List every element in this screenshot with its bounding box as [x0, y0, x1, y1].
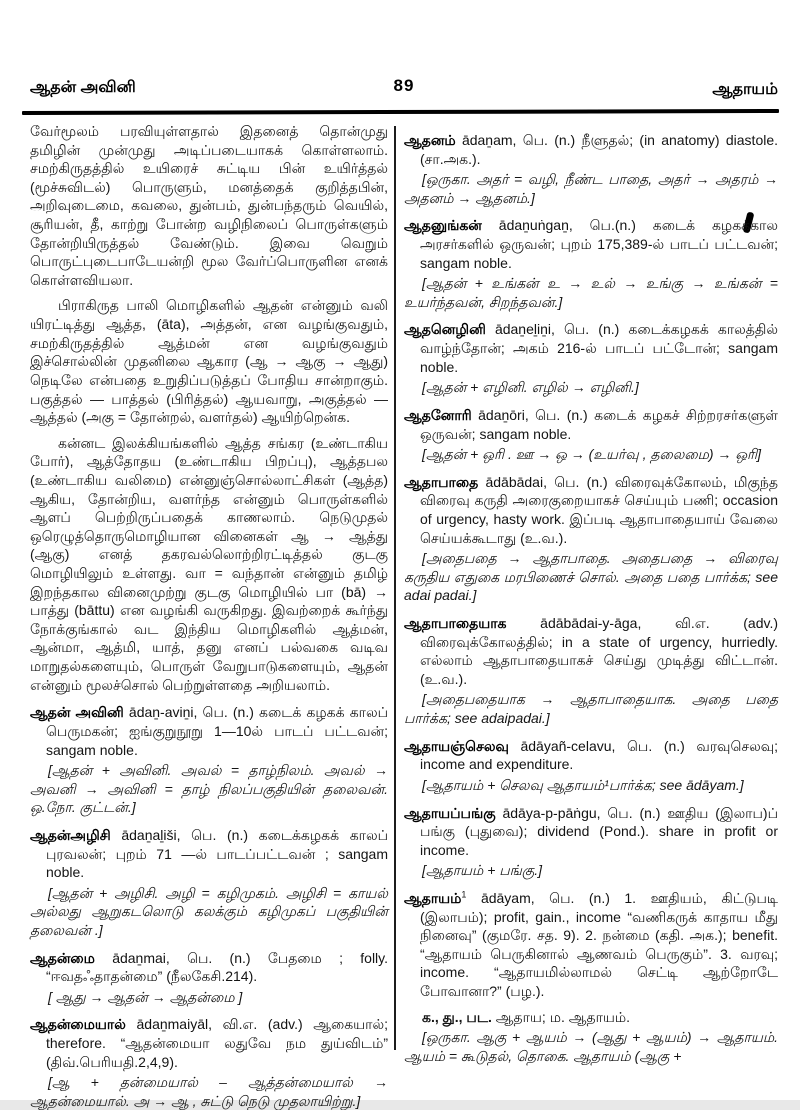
entry-transliteration: ādāyañ-celavu,	[520, 737, 616, 754]
entry-definition: வி.எ. (adv.) ஆகையால்; therefore. “ஆதன்மையா லதுவே நம துய்விடம்” (திவ்.பெரியதி.2,4,9).	[46, 1016, 389, 1070]
entry-definition: பெ. (n.) கடைக்கழகக் காலப் புரவலன்; புறம் 71 —ல் பாடப்பட்டவன் ; sangam noble.	[46, 826, 389, 881]
entry-transliteration: ādāya-p-pāṅgu,	[502, 804, 601, 821]
prose-paragraph: கன்னட இலக்கியங்களில் ஆத்த சங்கர (உண்டாகிய போர்), ஆத்தோதய (உண்டாகிய பிறப்பு), ஆத்தபல (உண்டாகிய வலிமை) என்னுஞ்சொல்லாட்சிகள் (ஆத்த) ஆகிய, தோன்றிய, வளர்ந்த என்னும் பொருள்களில் ஆளப் பெற்றிருப்பதைக் காணலாம். நெடுமுதல் ஒரெழுத்தொருமொழியான வினைகள் ஆ → ஆத்து (ஆகு) எனத் தகரவல்லொற்றிரட்டித்தல் குடகு மொழியிலும் உள்ளது. வா = வந்தான் என்னும் தமிழ் இறந்தகால வினைமுற்று குடகு மொழியில் பா (bā) → பாத்து (bāttu) என வழங்கி வருகிறது. இவற்றைக் கூர்ந்து நோக்குங்கால் வட இந்திய மொழிகளில் ஆத்மன், ஆன்மா, ஆத்மி, யாத், தனு எனப் பல்வகை வடிவ மாறுதல்களையும், பொருள் வேறுபாடுகளையும், ஆதன் என்னும் மூலச்சொல் பெற்றுள்ளதை அறியலாம்.	[30, 434, 388, 693]
entry-etymology: [ஆதாயம் + செலவு ஆதாயம்¹பார்க்க; see ādāyam.]	[422, 776, 744, 793]
dictionary-entry	[404, 406, 778, 443]
entry-etymology: [ ஆது → ஆதன் → ஆதன்மை ]	[48, 988, 243, 1005]
dictionary-entry	[404, 804, 778, 860]
dictionary-entry	[404, 320, 778, 376]
entry-headword: ஆதனோரி	[404, 406, 472, 423]
entry-definition: பெ. (n.) பேதமை ; folly. “ஈவதஃதாதன்மை” (நீலகேசி.214).	[46, 949, 389, 985]
entry-headword: ஆதாயஞ்செலவு	[404, 737, 509, 754]
dictionary-entry	[404, 131, 778, 168]
entry-definition: பெ.(n.) கடைக் கழகக்கால அரசர்களில் ஒருவன்; புறம் 175,389-ல் பாடப் பட்டவன்; sangam noble.	[420, 217, 778, 271]
running-head-right-word: ஆதாயம்	[712, 81, 778, 98]
entry-headword: ஆதன்அழிசி	[30, 826, 111, 843]
page-number: 89	[393, 76, 415, 95]
entry-cognates-note	[404, 1008, 778, 1027]
right-column	[404, 122, 778, 1062]
entry-definition: பெ. (n.) கடைக் கழகச் சிற்றரசர்களுள் ஒருவன்; sangam noble.	[420, 406, 779, 442]
entry-definition: பெ. (n.) வரவுசெலவு; income and expenditure.	[420, 737, 779, 773]
entry-transliteration: ādaṉmai,	[112, 949, 170, 966]
entry-definition: பெ. (n.) நீளுதல்; (in anatomy) diastole. (சா.அக.).	[420, 132, 779, 167]
cognate-languages: க., து., பட.	[422, 1008, 492, 1025]
entry-etymology: [ஆதாயம் + பங்கு.]	[422, 862, 543, 879]
entry-transliteration: ādaṉ-aviṉi,	[128, 704, 198, 721]
running-head-left-word: ஆதன் அவினி	[30, 79, 136, 96]
entry-etymology: [அதைபதை → ஆதாபாதை. அதைபதை → விரைவு கருதிய எதுகை மரபிணைச் சொல். அதை பதை பார்க்க; see adai padai.]	[404, 550, 778, 604]
dictionary-entry	[30, 703, 388, 759]
dictionary-entry	[404, 216, 778, 272]
entry-transliteration: ādaṉmaiyāl,	[136, 1016, 212, 1033]
entry-headword: ஆதன் அவினி	[30, 704, 124, 721]
entry-definition: பெ. (n.) கடைக் கழகக் காலப் பெருமகன்; ஐங்குறுநூறு 1—10ல் பாடப் பட்டவன்; sangam noble.	[46, 704, 389, 758]
running-head	[30, 76, 778, 100]
entry-transliteration: ādaṉuṅgaṉ,	[498, 217, 573, 234]
entry-transliteration: ādābādai,	[485, 473, 547, 490]
entry-transliteration: ādaṉam,	[461, 132, 517, 148]
header-rule	[22, 109, 779, 115]
dictionary-entry	[404, 473, 778, 547]
dictionary-entry	[404, 737, 778, 774]
column-divider	[394, 126, 396, 1050]
prose-paragraph: வேர்மூலம் பரவியுள்ளதால் இதனைத் தொன்முது தமிழின் முன்முது அடிப்படையாகக் கொள்ளலாம். சமற்கிருதத்தில் உயிரைச் சுட்டிய பின் உயிர்த்தல் (மூச்சுவிடல்) பொருளும், மனத்தைக் குறித்தபின், அறிவுடைமை, கவலை, துன்பம், துன்பந்தரும் வெயில், சூரியன், தீ, காற்று போன்ற வழிநிலைப் பொருள்களும் தோன்றியிருத்தல் வேண்டும். இவை வெறும் பொருட்புடைபாடேயன்றி மூல வேர்ப்பொருளின எனக் கொள்ளவியலா.	[30, 123, 388, 288]
entry-headword: ஆதாபாதையாக	[404, 615, 507, 632]
prose-paragraph: பிராகிருத பாலி மொழிகளில் ஆதன் என்னும் வலி யிரட்டித்து ஆத்த, (āta), அத்தன், என வழங்குவதும், சமற்கிருதத்தில் ஆத்மன் என வழங்குவதும் இச்சொல்லின் முதனிலை ஆகார (ஆ → ஆகு → ஆது) நெடிலே என்பதை உறுதிப்படுத்தப் போதிய சான்றாகும். பகுத்தல் — பாத்தல் (பிரித்தல்) ஆயவாறு, அகுத்தல் — ஆத்தல் (அகு = தோன்றல், வளர்தல்) ஆயிற்றென்க.	[30, 297, 388, 426]
entry-etymology: [அதைபதையாக → ஆதாபாதையாக. அதை பதை பார்க்க; see adaipadai.]	[404, 691, 778, 727]
entry-transliteration: ādaṉaḻiši,	[121, 826, 181, 843]
entry-headword: ஆதன்மை	[30, 949, 95, 966]
dictionary-entry	[404, 889, 778, 1001]
entry-headword: ஆதாயம்	[404, 889, 462, 906]
left-column	[30, 122, 389, 1109]
entry-homograph-number: 1	[461, 889, 467, 900]
entry-definition: பெ. (n.) கடைக்கழகக் காலத்தில் வாழ்ந்தோன்; அகம் 216-ல் பாடப் பட்டோன்; sangam noble.	[420, 321, 779, 375]
entry-definition: பெ. (n.) விரைவுக்கோலம், மிகுந்த விரைவு கருதி அரைகுறையாகச் செய்யும் பணி; occasion of urgency, hasty work. இப்படி ஆதாபாதையாய் வேலை செய்யக்கூடாது (உ.வ.).	[420, 473, 779, 546]
entry-transliteration: ādābādai-y-āga,	[540, 615, 642, 632]
entry-headword: ஆதாயப்பங்கு	[404, 804, 496, 821]
dictionary-entry	[30, 826, 388, 882]
entry-etymology: [ஆதன் + அவினி. அவல் = தாழ்நிலம். அவல் → அவனி → அவினி = தாழ் நிலப்பகுதியின் தலைவன். ஒ.நோ. குட்டன்.]	[30, 762, 388, 816]
entry-definition: வி.எ. (adv.) விரைவுக்கோலத்தில்; in a state of urgency, hurriedly. எல்லாம் ஆதாபாதையாகச் செய்து முடித்து விட்டான். (உ.வ.).	[420, 615, 778, 687]
entry-headword: ஆதனெழினி	[404, 321, 486, 338]
entry-headword: ஆதனுங்கன்	[404, 217, 482, 234]
entry-etymology: [ஆ + தன்மையால் – ஆத்தன்மையால் → ஆதன்மையால். அ → ஆ , சுட்டு நெடு முதலாயிற்று.]	[30, 1074, 388, 1109]
entry-etymology: [ஆதன் + எழினி. எழில் → எழினி.]	[422, 379, 639, 396]
entry-etymology: [ஆதன் + ஒரி . ஊ → ஒ → (உயர்வு , தலைமை) → ஒரி]	[422, 446, 762, 463]
dictionary-entry	[30, 949, 388, 986]
cognate-forms: ஆதாய; ம. ஆதாயம்.	[495, 1008, 631, 1025]
entry-definition: பெ. (n.) 1. ஊதியம், கிட்டுபடி (இலாபம்); profit, gain., income “வணிகருக் காதாய மீது நினைவு” (குமரே. சத. 9). 2. நன்மை (கதி. அக.); benefit. “ஆதாயம் பெருகினால் ஆணவம் பெருகும்”. 3. வரவு; income. “ஆதாயமில்லாமல் செட்டி ஆற்றோடே போவானா?” (பழ.).	[420, 889, 779, 999]
entry-etymology: [ஆதன் + அழிசி. அழி = கழிமுகம். அழிசி = காயல் அல்லது ஆறுகடலொடு கலக்கும் கழிமுகப் பகுதியின் தலைவன் .]	[30, 884, 388, 938]
entry-transliteration: ādaṉōri,	[478, 406, 529, 423]
entry-headword: ஆதாபாதை	[404, 473, 479, 490]
dictionary-entry	[30, 1015, 388, 1071]
entry-definition: பெ. (n.) ஊதிய (இலாப)ப் பங்கு (புதுவை); dividend (Pond.). share in profit or income.	[420, 804, 778, 858]
entry-transliteration: ādaṉeḻiṉi,	[494, 321, 555, 338]
entry-etymology: [ஒருகா. அதர் = வழி, நீண்ட பாதை, அதர் → அதரம் → அதனம் → ஆதனம்.]	[404, 171, 778, 206]
dictionary-entry	[404, 614, 778, 688]
entry-etymology: [ஆதன் + உங்கன் உ → உல் → உங்கு → உங்கன் = உயர்ந்தவன், சிறந்தவன்.]	[404, 275, 778, 310]
entry-headword: ஆதன்மையால்	[30, 1016, 126, 1033]
entry-transliteration: ādāyam,	[480, 889, 535, 906]
entry-etymology: [ஒருகா. ஆகு + ஆயம் → (ஆது + ஆயம்) → ஆதாயம். ஆயம் = கூடுதல், தொகை. ஆதாயம் (ஆகு +	[404, 1029, 778, 1064]
entry-headword: ஆதனம்	[404, 132, 456, 148]
